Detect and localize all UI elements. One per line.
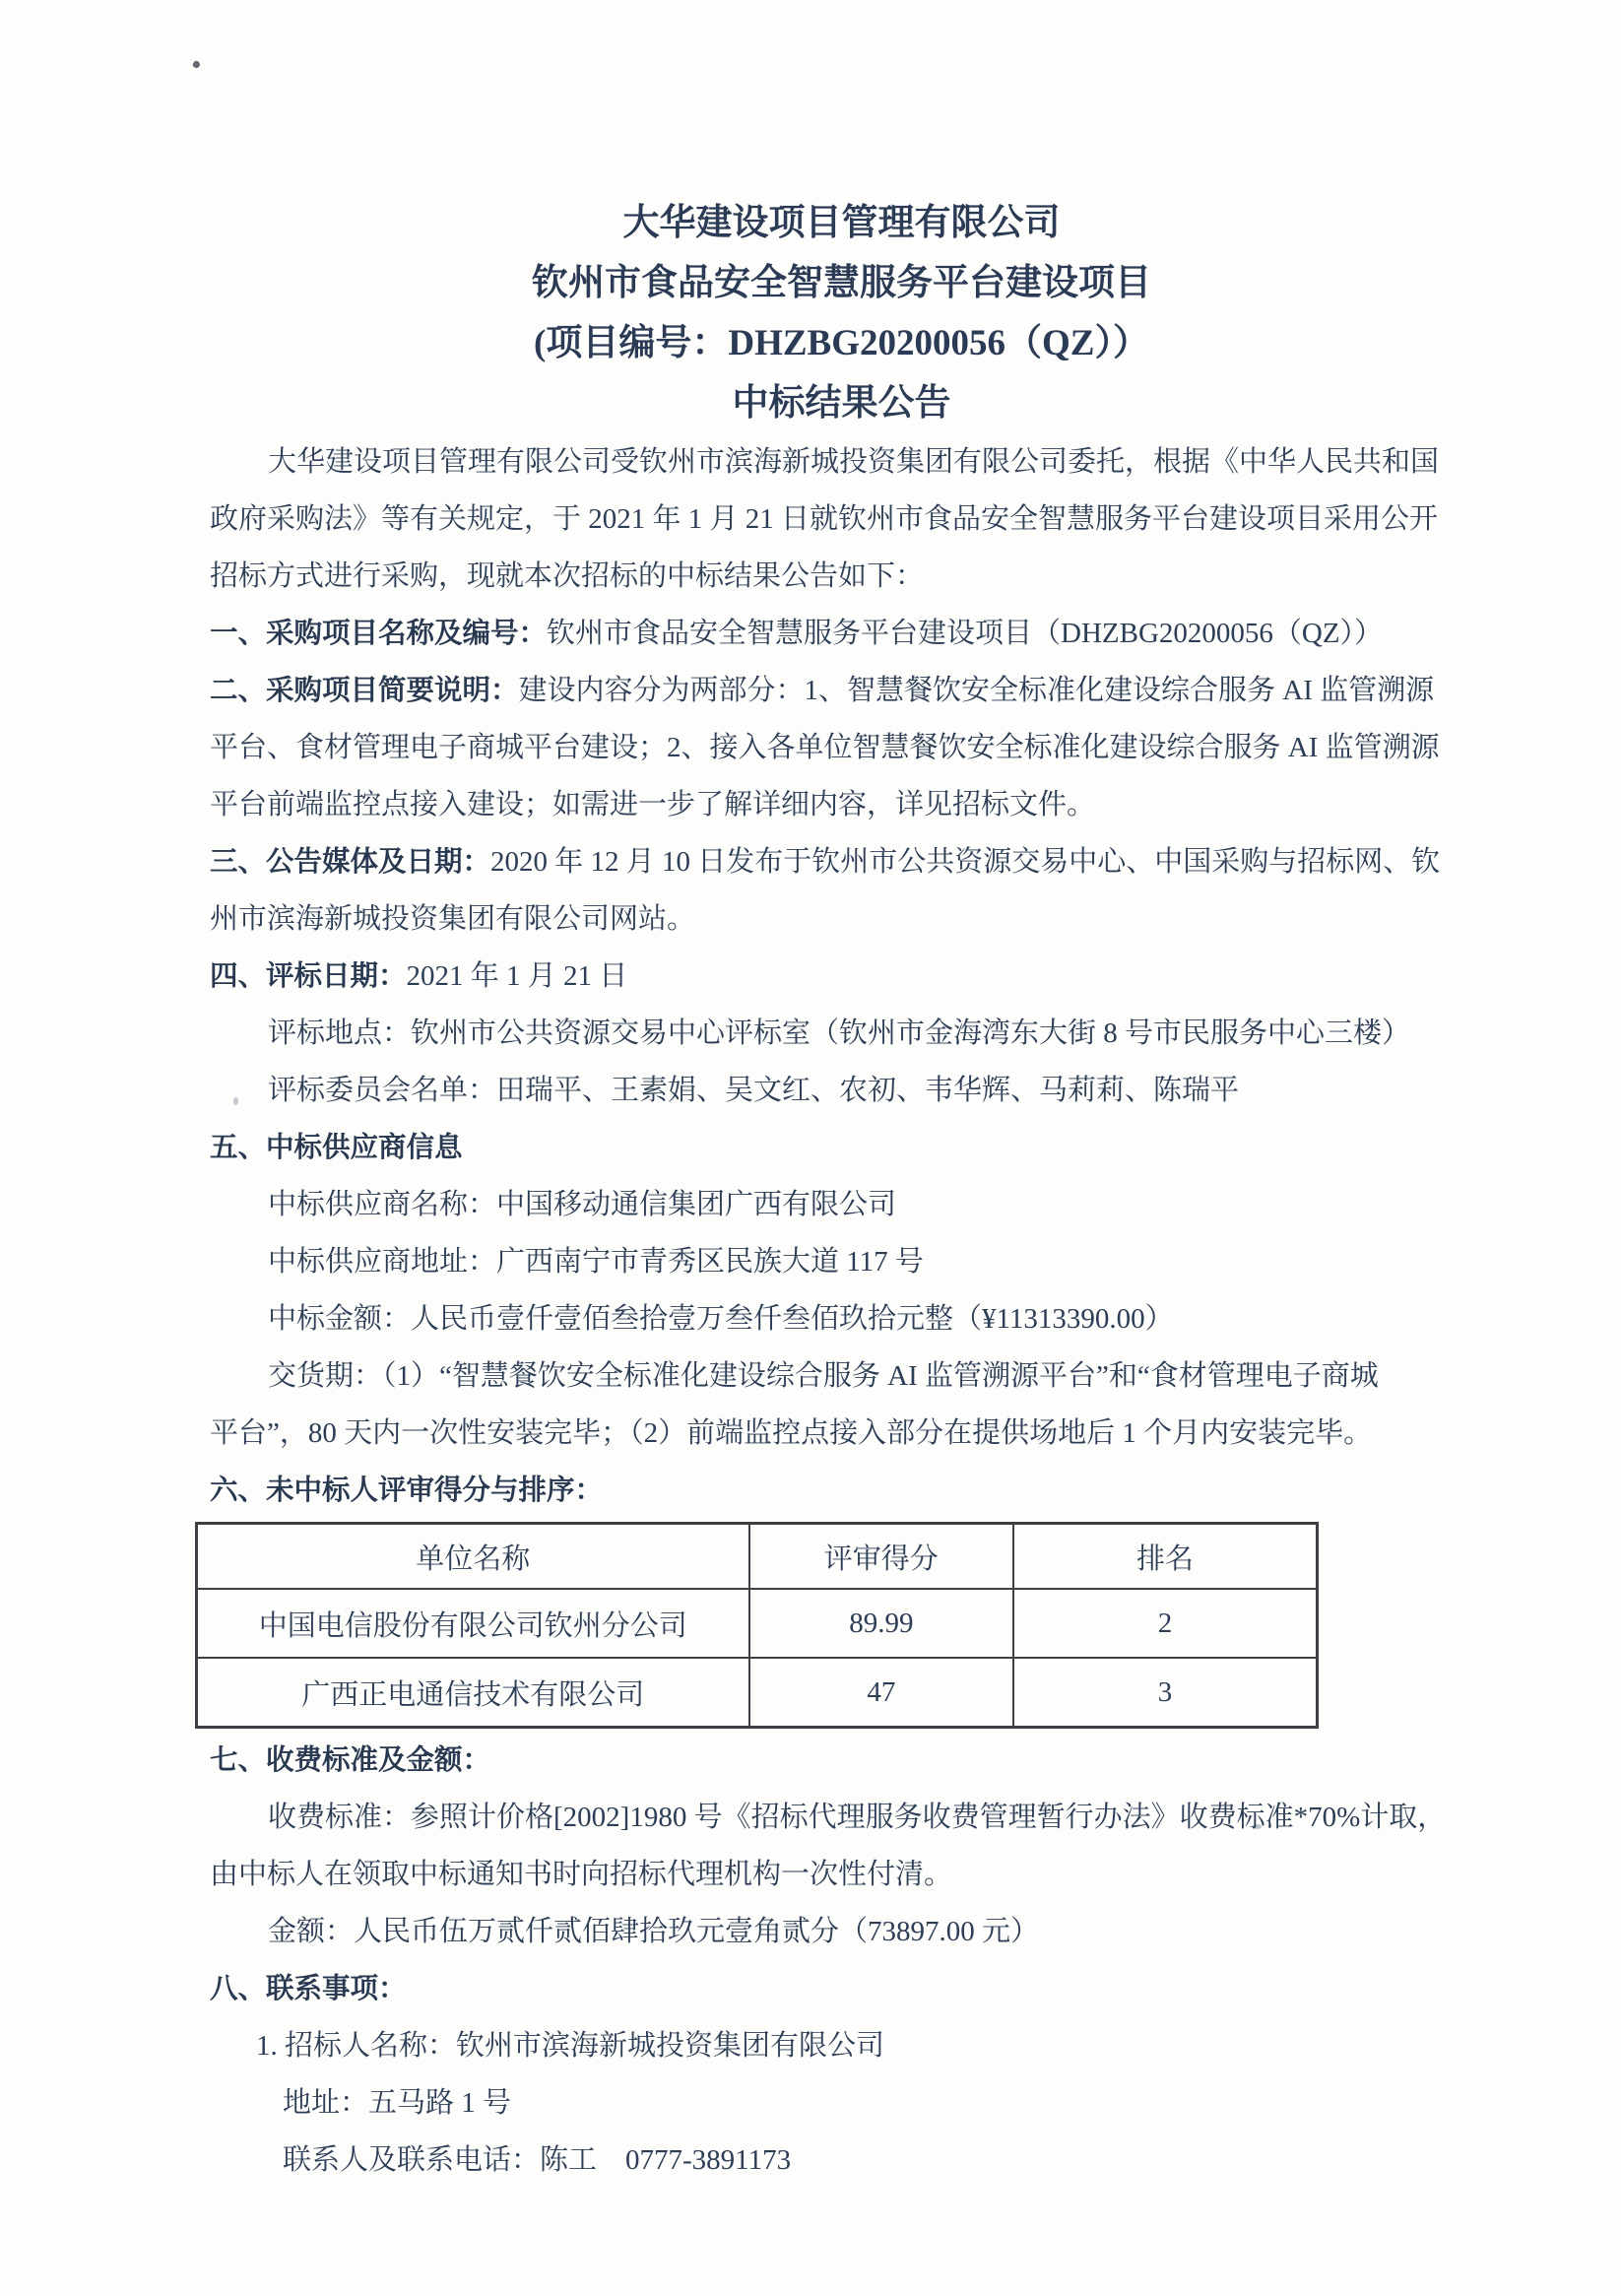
intro-line [210, 548, 1473, 605]
cell-company-name: 中国电信股份有限公司钦州分公司 [197, 1589, 749, 1658]
cell-score: 89.99 [749, 1589, 1014, 1658]
line-text: 政府采购法》等有关规定，于 2021 年 1 月 21 日就钦州市食品安全智慧服务平台建设项目采用公开 [210, 503, 1439, 535]
section-2-summary-line [210, 776, 1473, 833]
cell-rank: 3 [1013, 1658, 1317, 1728]
fee-amount-line [210, 1903, 1473, 1960]
section-5-label: 五、中标供应商信息 [210, 1132, 463, 1163]
delivery-term-line [210, 1405, 1473, 1462]
losing-bidders-score-table [195, 1522, 1319, 1729]
document-title-company: 大华建设项目管理有限公司 [622, 203, 1061, 243]
line-text: 州市滨海新城投资集团有限公司网站。 [210, 903, 696, 935]
table-row [197, 1589, 1318, 1658]
section-6-label: 六、未中标人评审得分与排序： [210, 1475, 604, 1506]
line-text: 地址：五马路 1 号 [283, 2087, 512, 2119]
winning-supplier-name-line [210, 1176, 1473, 1233]
section-1-project-name-line [210, 605, 1473, 662]
section-3-media-date-line [210, 833, 1473, 890]
section-1-label: 一、采购项目名称及编号： [210, 618, 548, 649]
cell-score: 47 [749, 1658, 1014, 1728]
intro-line [210, 491, 1473, 548]
delivery-term-line [210, 1347, 1473, 1405]
tenderee-name-line [210, 2017, 1473, 2074]
evaluation-committee-line [210, 1062, 1473, 1119]
line-text: 1. 招标人名称：钦州市滨海新城投资集团有限公司 [256, 2030, 885, 2062]
document-title-announcement: 中标结果公告 [732, 383, 951, 424]
table-row [197, 1658, 1318, 1728]
line-text: 中标供应商名称：中国移动通信集团广西有限公司 [268, 1189, 897, 1220]
line-text: 交货期：（1）“智慧餐饮安全标准化建设综合服务 AI 监管溯源平台”和“食材管理电子商城 [268, 1360, 1379, 1392]
document-title-project: 钦州市食品安全智慧服务平台建设项目 [532, 263, 1151, 303]
line-text: 平台前端监控点接入建设；如需进一步了解详细内容，详见招标文件。 [210, 789, 1096, 820]
line-text: 中标供应商地址：广西南宁市青秀区民族大道 117 号 [268, 1246, 924, 1278]
section-3-media-date-line [210, 890, 1473, 948]
column-header-score: 评审得分 [749, 1524, 1014, 1590]
line-text: 2021 年 1 月 21 日 [406, 960, 628, 992]
table-header-row [197, 1524, 1318, 1590]
line-text: 钦州市食品安全智慧服务平台建设项目（DHZBG20200056（QZ）） [547, 618, 1384, 649]
line-text: 招标方式进行采购，现就本次招标的中标结果公告如下： [210, 560, 925, 592]
section-4-label: 四、评标日期： [210, 960, 407, 992]
line-text: 收费标准：参照计价格[2002]1980 号《招标代理服务收费管理暂行办法》收费标准*70%计取， [268, 1802, 1447, 1833]
section-5-heading [210, 1119, 1473, 1176]
document-title-project-number: (项目编号：DHZBG20200056（QZ）） [534, 323, 1149, 363]
line-text: 平台、食材管理电子商城平台建设；2、接入各单位智慧餐饮安全标准化建设综合服务 AI 监管溯源 [210, 732, 1440, 763]
line-text: 评标委员会名单：田瑞平、王素娟、吴文红、农初、韦华辉、马莉莉、陈瑞平 [268, 1075, 1240, 1106]
section-2-summary-line [210, 719, 1473, 776]
contact-phone-line [210, 2132, 1473, 2189]
winning-supplier-address-line [210, 1233, 1473, 1290]
line-text: 由中标人在领取中标通知书时向招标代理机构一次性付清。 [210, 1859, 953, 1890]
section-3-label: 三、公告媒体及日期： [210, 846, 491, 878]
column-header-rank: 排名 [1013, 1524, 1317, 1590]
line-text: 评标地点：钦州市公共资源交易中心评标室（钦州市金海湾东大街 8 号市民服务中心三楼） [268, 1017, 1411, 1049]
column-header-company: 单位名称 [197, 1524, 749, 1590]
section-8-label: 八、联系事项： [210, 1973, 407, 2004]
line-text: 平台”，80 天内一次性安装完毕；（2）前端监控点接入部分在提供场地后 1 个月内安装完毕。 [210, 1417, 1373, 1449]
cell-rank: 2 [1013, 1589, 1317, 1658]
section-7-label: 七、收费标准及金额： [210, 1744, 491, 1776]
line-text: 建设内容分为两部分：1、智慧餐饮安全标准化建设综合服务 AI 监管溯源 [518, 675, 1435, 706]
section-2-label: 二、采购项目简要说明： [210, 675, 519, 706]
tenderee-address-line [210, 2074, 1473, 2132]
fee-standard-line [210, 1789, 1473, 1846]
line-text: 金额：人民币伍万贰仟贰佰肆拾玖元壹角贰分（73897.00 元） [268, 1916, 1040, 1947]
section-2-summary-line [210, 662, 1473, 719]
evaluation-place-line [210, 1005, 1473, 1062]
winning-amount-line [210, 1290, 1473, 1347]
intro-line [210, 433, 1473, 491]
fee-standard-line [210, 1846, 1473, 1903]
section-7-heading [210, 1732, 1473, 1789]
line-text: 联系人及联系电话：陈工 0777-3891173 [283, 2144, 792, 2176]
section-4-evaluation-date-line [210, 948, 1473, 1005]
line-text: 中标金额：人民币壹仟壹佰叁拾壹万叁仟叁佰玖拾元整（¥11313390.00） [268, 1303, 1174, 1335]
line-text: 大华建设项目管理有限公司受钦州市滨海新城投资集团有限公司委托，根据《中华人民共和国 [268, 446, 1440, 478]
cell-company-name: 广西正电通信技术有限公司 [197, 1658, 749, 1728]
section-8-heading [210, 1960, 1473, 2017]
section-6-heading [210, 1462, 1473, 1519]
line-text: 2020 年 12 月 10 日发布于钦州市公共资源交易中心、中国采购与招标网、钦 [490, 846, 1441, 878]
